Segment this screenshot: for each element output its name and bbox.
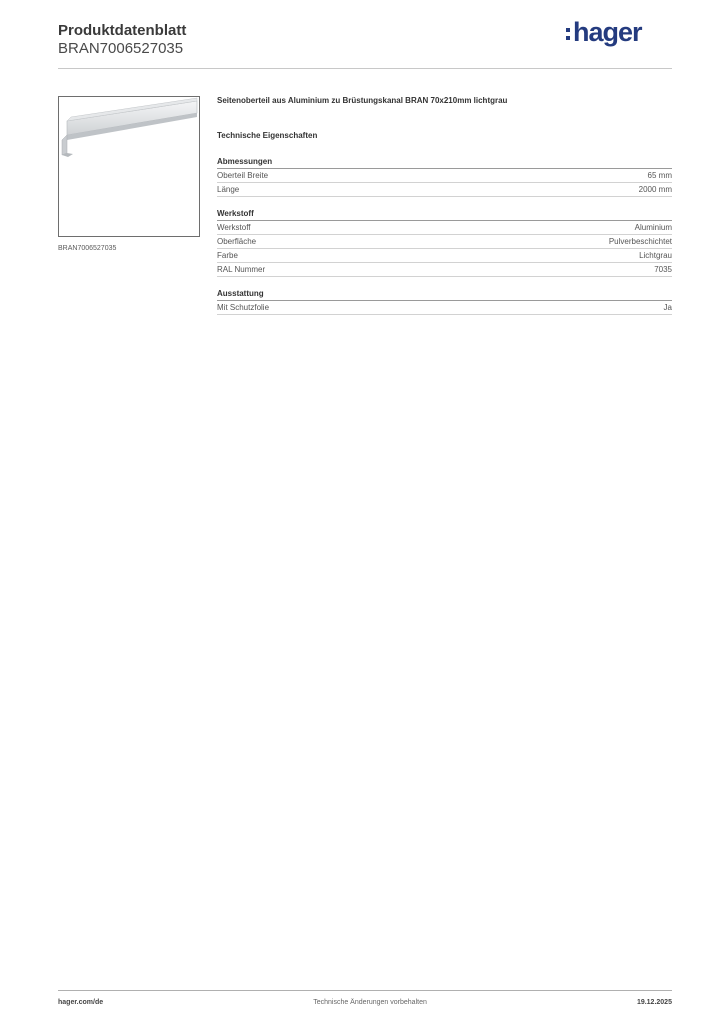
page-footer (58, 999, 672, 1006)
property-value: 2000 mm (638, 185, 672, 194)
footer-website: hager.com/de (58, 999, 104, 1006)
section-dimensions (217, 157, 672, 197)
property-label: Oberfläche (217, 237, 257, 246)
logo-dots-icon (566, 28, 570, 40)
section-equipment (217, 289, 672, 315)
brand-logo (566, 18, 642, 46)
property-row (217, 301, 672, 315)
property-row (217, 249, 672, 263)
property-row (217, 183, 672, 197)
property-row (217, 221, 672, 235)
section-material (217, 209, 672, 277)
image-caption: BRAN7006527035 (58, 245, 117, 252)
property-label: Werkstoff (217, 223, 251, 232)
footer-notice: Technische Änderungen vorbehalten (313, 999, 427, 1006)
header-divider (58, 68, 672, 69)
property-label: Farbe (217, 251, 238, 260)
footer-date: 19.12.2025 (636, 999, 672, 1006)
section-title: Abmessungen (217, 157, 672, 169)
product-details (217, 96, 672, 315)
property-label: Oberteil Breite (217, 171, 269, 180)
product-description: Seitenoberteil aus Aluminium zu Brüstungskanal BRAN 70x210mm lichtgrau (217, 96, 508, 105)
brand-name: hager (573, 17, 642, 47)
aluminium-profile-icon (59, 97, 199, 236)
property-value: Pulverbeschichtet (608, 237, 672, 246)
document-header (58, 22, 186, 58)
property-row (217, 169, 672, 183)
property-row (217, 235, 672, 249)
property-value: Aluminium (634, 223, 672, 232)
footer-divider (58, 990, 672, 991)
tech-properties-heading: Technische Eigenschaften (217, 131, 318, 140)
property-row (217, 263, 672, 277)
page-title: Produktdatenblatt (58, 22, 187, 39)
section-title: Werkstoff (217, 209, 672, 221)
property-value: Lichtgrau (639, 251, 672, 260)
property-label: Länge (217, 185, 240, 194)
property-value: 65 mm (647, 171, 672, 180)
product-image (58, 96, 200, 237)
property-value: Ja (663, 303, 672, 312)
property-value: 7035 (654, 265, 672, 274)
property-label: Mit Schutzfolie (217, 303, 270, 312)
article-number: BRAN7006527035 (58, 40, 184, 57)
section-title: Ausstattung (217, 289, 672, 301)
property-label: RAL Nummer (217, 265, 266, 274)
